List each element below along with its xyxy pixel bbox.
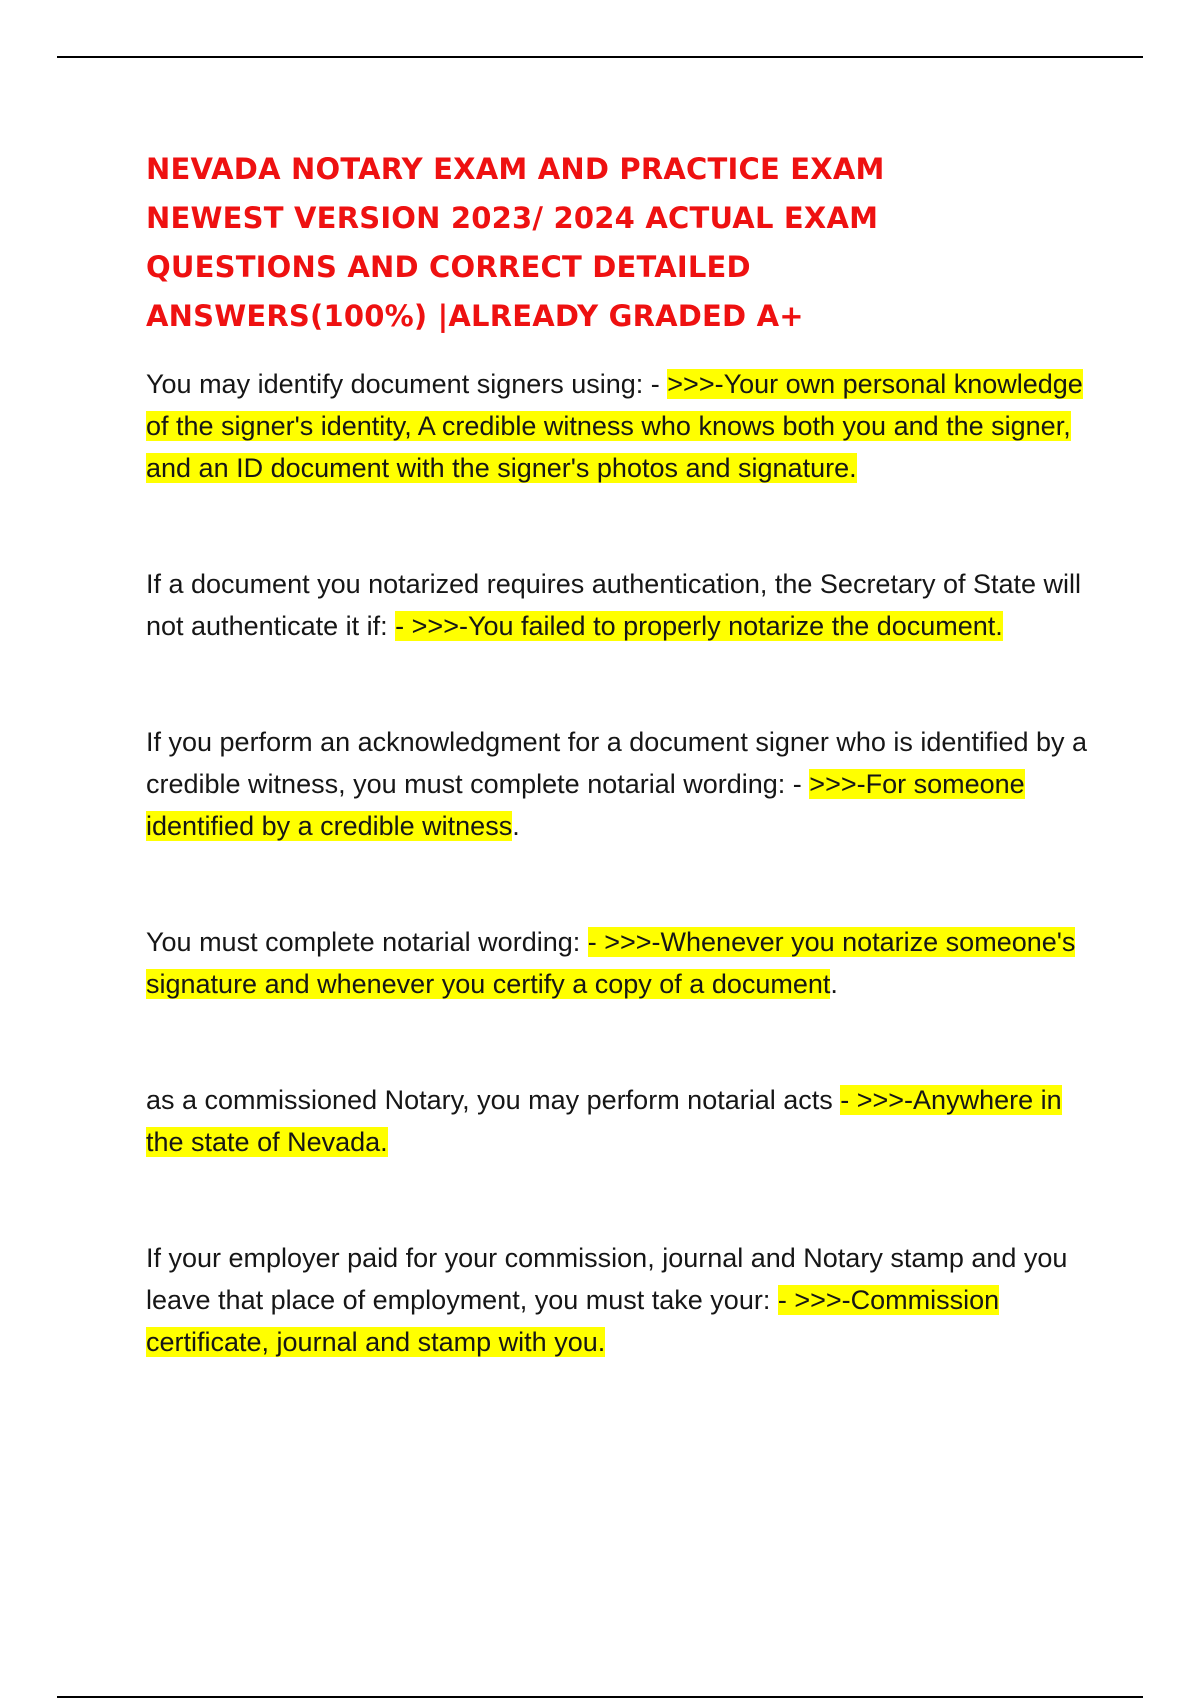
answer-highlight: - >>>-Whenever you notarize someone's signature and whenever you certify a copy of a document — [146, 927, 1076, 999]
qa-item — [146, 721, 1106, 847]
question-text: You must complete notarial wording: — [146, 927, 588, 957]
answer-highlight: - >>>-You failed to properly notarize the document. — [395, 611, 1003, 641]
title-line: ANSWERS(100%) |ALREADY GRADED A+ — [146, 299, 804, 333]
title-line: NEWEST VERSION 2023/ 2024 ACTUAL EXAM — [146, 201, 879, 235]
answer-highlight: - >>>-Commission certificate, journal and stamp with you. — [146, 1285, 1000, 1357]
qa-item — [146, 363, 1106, 489]
question-text: You may identify document signers using: - — [146, 369, 668, 399]
answer-trailing: . — [830, 969, 838, 999]
bottom-rule — [57, 1696, 1143, 1698]
title-line: QUESTIONS AND CORRECT DETAILED — [146, 250, 751, 284]
qa-item — [146, 563, 1106, 647]
question-text: If your employer paid for your commission, journal and Notary stamp and you leave that place of employment, you must take your: — [146, 1243, 1068, 1315]
answer-trailing: . — [512, 811, 520, 841]
answer-highlight: >>>-Your own personal knowledge of the signer's identity, A credible witness who knows both you and the signer, and an ID document with the signer's photos and signature. — [146, 369, 1083, 483]
question-text: If a document you notarized requires authentication, the Secretary of State will not authenticate it if: — [146, 569, 1082, 641]
document-title — [146, 145, 1106, 341]
document-body — [146, 145, 1106, 1363]
question-text: as a commissioned Notary, you may perform notarial acts — [146, 1085, 841, 1115]
answer-highlight: >>>-For someone identified by a credible witness — [146, 769, 1025, 841]
answer-highlight: - >>>-Anywhere in the state of Nevada. — [146, 1085, 1062, 1157]
question-text: If you perform an acknowledgment for a document signer who is identified by a credible witness, you must complete notarial wording: - — [146, 727, 1088, 799]
top-rule — [57, 56, 1143, 58]
qa-item — [146, 1079, 1106, 1163]
qa-item — [146, 1237, 1106, 1363]
qa-item — [146, 921, 1106, 1005]
title-line: NEVADA NOTARY EXAM AND PRACTICE EXAM — [146, 152, 885, 186]
